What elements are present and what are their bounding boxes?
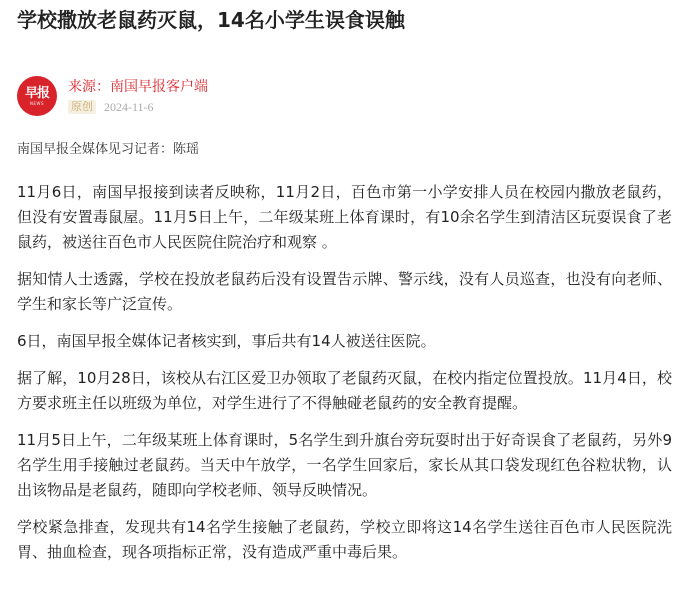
source-name-link[interactable]: 来源：南国早报客户端 xyxy=(68,78,208,95)
source-logo[interactable] xyxy=(17,76,57,116)
article-title: 学校撒放老鼠药灭鼠，14名小学生误食误触 xyxy=(17,8,405,32)
publish-date: 2024-11-6 xyxy=(104,99,154,114)
original-badge: 原创 xyxy=(68,100,96,114)
source-logo-subtext: NEWS xyxy=(29,101,44,106)
paragraph: 学校紧急排查，发现共有14名学生接触了老鼠药，学校立即将这14名学生送往百色市人民医院洗胃、抽血检查，现各项指标正常，没有造成严重中毒后果。 xyxy=(17,518,672,561)
meta-line xyxy=(68,100,208,115)
paragraph: 11月6日，南国早报接到读者反映称，11月2日，百色市第一小学安排人员在校园内撒放老鼠药，但没有安置毒鼠屋。11月5日上午，二年级某班上体育课时，有10余名学生到清洁区玩耍误食了老鼠药，被送往百色市人民医院住院治疗和观察 。 xyxy=(17,183,672,251)
paragraph: 据了解，10月28日，该校从右江区爱卫办领取了老鼠药灭鼠，在校内指定位置投放。11月4日，校方要求班主任以班级为单位，对学生进行了不得触碰老鼠药的安全教育提醒。 xyxy=(17,369,672,412)
source-row xyxy=(17,74,208,118)
paragraph: 11月5日上午，二年级某班上体育课时，5名学生到升旗台旁玩耍时出于好奇误食了老鼠药，另外9名学生用手接触过老鼠药。当天中午放学，一名学生回家后，家长从其口袋发现红色谷粒状物，认出该物品是老鼠药，随即向学校老师、领导反映情况。 xyxy=(17,431,672,499)
source-logo-text: 早报 xyxy=(24,86,49,101)
article-body xyxy=(17,180,672,577)
paragraph: 据知情人士透露，学校在投放老鼠药后没有设置告示牌、警示线，没有人员巡查，也没有向老师、学生和家长等广泛宣传。 xyxy=(17,270,672,313)
paragraph: 6日，南国早报全媒体记者核实到，事后共有14人被送往医院。 xyxy=(17,332,436,350)
source-meta xyxy=(68,78,208,115)
reporter-byline: 南国早报全媒体见习记者：陈瑶 xyxy=(17,142,200,157)
